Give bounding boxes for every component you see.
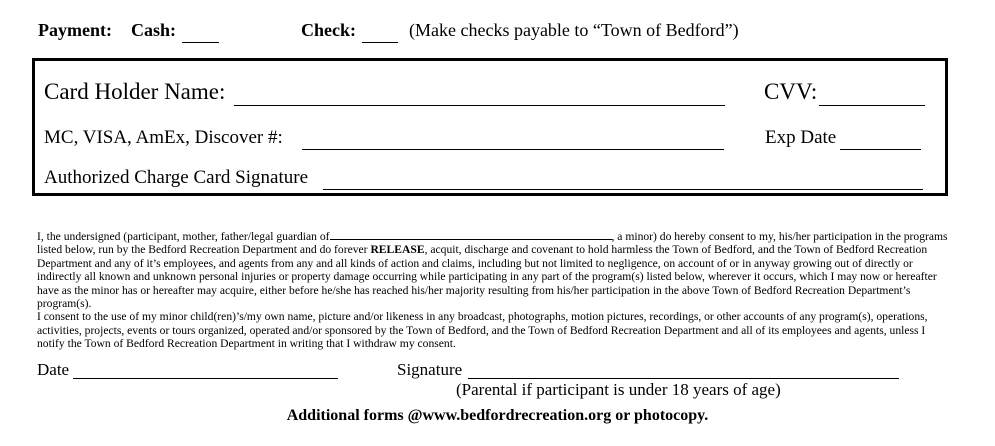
minor-name-field[interactable] [330,229,612,240]
exp-date-field[interactable] [840,149,921,150]
card-number-label: MC, VISA, AmEx, Discover #: [44,127,283,148]
release-part-3: , acquit, discharge and covenant to hold harmless the Town of Bedford, and the Town of Bedford Recreation Department and any of it’s employees, and agents from any and all kinds of action and claims, including but not limited to negligence, on account of or in anyway growing out of directly or indirectly all known and unknown personal injuries or property damage occurring while participating in any part of the program(s) listed below, wherever it occurs, which I may now or hereafter have as the minor has or hereafter may acquire, either before he/she has reached his/her majority resulting from his/her participation in the above Town of Bedford Recreation Department’s program(s). [37,243,937,311]
cvv-field[interactable] [819,105,925,106]
consent-paragraph: I consent to the use of my minor child(ren)’s/my own name, picture and/or likeness in any broadcast, photographs, motion pictures, recordings, or other accounts of any program(s), operations, activities, projects, events or tours organized, operated and/or sponsored by the Town of Bedford, and the Town of Bedford Recreation Department and all of its employees and agents, unless I notify the Town of Bedford Recreation Department in writing that I withdraw my consent. [37,310,928,351]
card-holder-field[interactable] [234,105,725,106]
date-label: Date [37,360,70,379]
release-paragraph [37,229,949,310]
cvv-label: CVV: [764,79,818,104]
release-part-2: , a minor) do hereby consent to my, his/her participation in the programs listed below, run by the Bedford Recreation Department and do forever [37,230,948,257]
date-field[interactable] [73,378,338,379]
exp-date-label: Exp Date [765,127,837,148]
parental-note: (Parental if participant is under 18 years of age) [456,380,781,399]
cash-field[interactable] [182,42,219,43]
signature-field[interactable] [468,378,899,379]
signature-label: Signature [397,360,463,379]
card-signature-label: Authorized Charge Card Signature [44,167,308,188]
card-holder-label: Card Holder Name: [44,79,226,104]
card-number-field[interactable] [302,149,724,150]
payment-label: Payment: [38,20,112,40]
release-keyword: RELEASE [370,243,425,257]
card-signature-field[interactable] [323,189,923,190]
additional-forms-note: Additional forms @www.bedfordrecreation.org or photocopy. [286,407,709,424]
release-waiver-text [37,229,949,351]
cash-label: Cash: [131,20,177,40]
check-label: Check: [301,20,356,40]
check-payable-note: (Make checks payable to “Town of Bedford”) [409,20,739,40]
release-part-1: I, the undersigned (participant, mother, father/legal guardian of [37,230,330,243]
check-field[interactable] [362,42,398,43]
